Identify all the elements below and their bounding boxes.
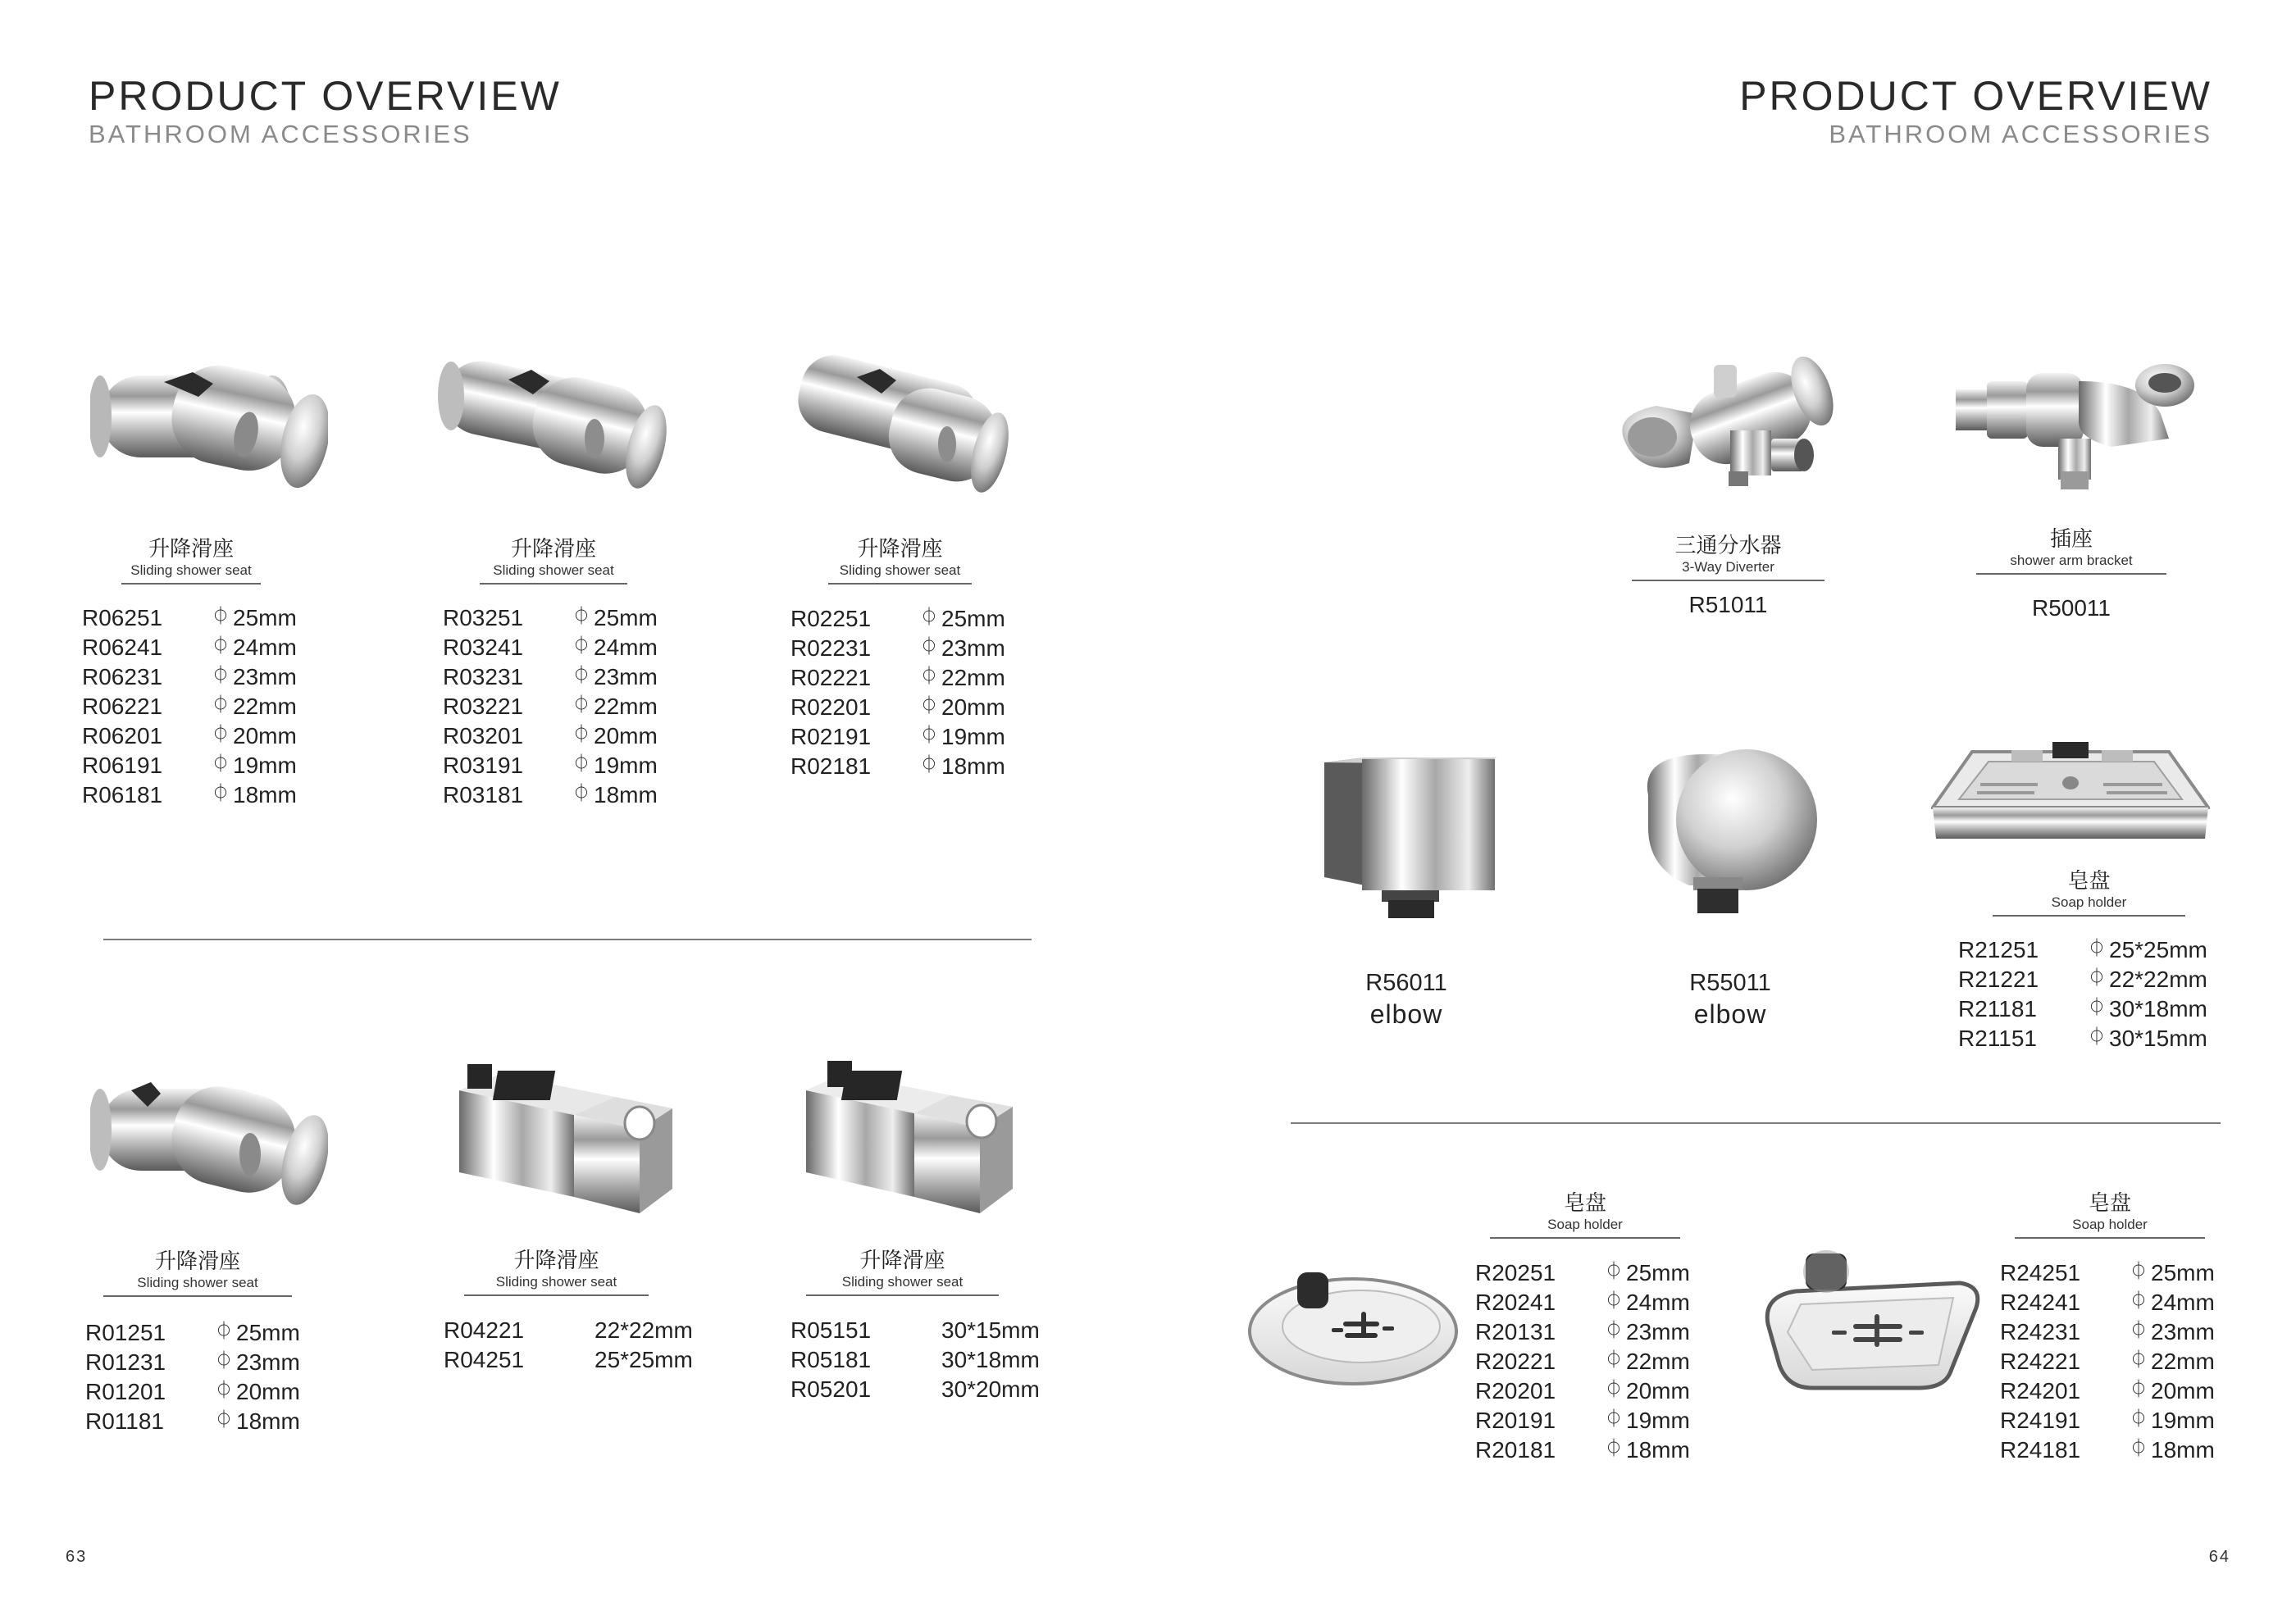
diameter-symbol: ⏀ (920, 637, 939, 657)
diameter-symbol: ⏀ (2130, 1409, 2148, 1430)
diameter-symbol: ⏀ (215, 1381, 234, 1401)
diameter-symbol: ⏀ (920, 667, 939, 687)
caption-soap-round (1490, 1192, 1680, 1239)
product-code: R21251 (1958, 937, 2039, 962)
spec-row (443, 662, 658, 692)
product-size: 25mm (1626, 1260, 1690, 1285)
elbow-label: elbow (1369, 999, 1443, 1029)
spec-row (2000, 1435, 2215, 1465)
diameter-symbol: ⏀ (2088, 1027, 2107, 1048)
section-divider-left (103, 939, 1032, 940)
product-code: R01201 (85, 1379, 166, 1404)
product-code: R20131 (1475, 1319, 1556, 1344)
spec-row (790, 663, 1005, 693)
diameter-symbol: ⏀ (920, 607, 939, 628)
spec-row (2000, 1376, 2215, 1406)
product-code: R01251 (85, 1320, 166, 1345)
diameter-symbol: ⏀ (920, 696, 939, 717)
elbow-code: R55011 (1689, 970, 1771, 996)
diameter-symbol: ⏀ (212, 695, 230, 716)
product-code: R02181 (790, 753, 872, 779)
spec-row (2000, 1406, 2215, 1435)
diameter-symbol: ⏀ (215, 1351, 234, 1372)
caption-zh: 升降滑座 (510, 537, 596, 562)
diameter-symbol: ⏀ (572, 784, 591, 804)
spec-row (1958, 935, 2207, 965)
page-subtitle-left: BATHROOM ACCESSORIES (89, 120, 472, 148)
spec-row (443, 751, 658, 780)
diameter-symbol: ⏀ (1605, 1291, 1624, 1312)
product-size: 18mm (233, 782, 297, 808)
diameter-symbol: ⏀ (1605, 1409, 1624, 1430)
page-subtitle-right: BATHROOM ACCESSORIES (1829, 120, 2212, 148)
spec-row (2000, 1288, 2215, 1317)
product-size: 24mm (233, 635, 297, 660)
product-code: R06201 (82, 723, 163, 748)
caption-sliding-1 (121, 538, 261, 585)
diameter-symbol: ⏀ (572, 695, 591, 716)
product-code: R20251 (1475, 1260, 1556, 1285)
caption-zh: 升降滑座 (859, 1249, 945, 1273)
product-size: 22*22mm (2109, 967, 2207, 992)
soap-tray-icon (1931, 742, 2210, 844)
diameter-symbol: ⏀ (1605, 1262, 1624, 1282)
spec-row (1475, 1258, 1690, 1288)
product-code: R01181 (85, 1408, 165, 1434)
spec-row (443, 780, 658, 810)
product-size: 30*15mm (2109, 1026, 2207, 1051)
product-size: 23mm (2151, 1319, 2215, 1344)
spec-row (85, 1348, 300, 1377)
caption-zh: 插座 (2049, 527, 2093, 552)
product-code: R20241 (1475, 1290, 1556, 1315)
spec-row (790, 1345, 1040, 1375)
diameter-symbol: ⏀ (212, 725, 230, 745)
sliding-seat-round-icon (90, 1058, 328, 1230)
product-code: R02221 (790, 665, 872, 690)
product-code: R06251 (82, 605, 163, 630)
spec-row (443, 603, 658, 633)
caption-en: 3-Way Diverter (1632, 559, 1824, 581)
product-size: 24mm (2151, 1290, 2215, 1315)
diameter-symbol: ⏀ (1605, 1439, 1624, 1459)
product-size: 18mm (2151, 1437, 2215, 1463)
diameter-symbol: ⏀ (572, 754, 591, 775)
diameter-symbol: ⏀ (920, 726, 939, 746)
spec-row (85, 1377, 300, 1407)
product-code: R06221 (82, 694, 163, 719)
product-size: 20mm (2151, 1378, 2215, 1404)
product-size: 24mm (594, 635, 658, 660)
spec-list-sliding-5 (444, 1316, 693, 1375)
elbow-1-code (1337, 967, 1476, 1030)
spec-row (85, 1407, 300, 1436)
diameter-symbol: ⏀ (212, 607, 230, 627)
caption-en: Sliding shower seat (828, 562, 972, 585)
product-code: R21221 (1958, 967, 2039, 992)
spec-row (1475, 1435, 1690, 1465)
square-elbow-icon (1316, 754, 1513, 935)
product-code: R24231 (2000, 1319, 2081, 1344)
product-code: R03221 (443, 694, 524, 719)
page-title-left: PRODUCT OVERVIEW (89, 73, 562, 119)
product-size: 24mm (1626, 1290, 1690, 1315)
product-size: 22mm (1626, 1349, 1690, 1374)
spec-row (790, 693, 1005, 722)
caption-zh: 皂盘 (1563, 1191, 1606, 1216)
sliding-seat-square-icon (800, 1058, 1021, 1222)
shower-arm-bracket-icon (1956, 348, 2202, 492)
diameter-symbol: ⏀ (2130, 1380, 2148, 1400)
bracket-code: R50011 (2031, 595, 2111, 621)
diameter-symbol: ⏀ (920, 755, 939, 776)
spec-row (1958, 965, 2207, 994)
product-code: R20201 (1475, 1378, 1556, 1404)
spec-row (1958, 994, 2207, 1024)
spec-row (1475, 1376, 1690, 1406)
product-size: 25mm (594, 605, 658, 630)
caption-zh: 三通分水器 (1674, 534, 1782, 558)
product-code: R05181 (790, 1347, 872, 1372)
spec-row (443, 721, 658, 751)
three-way-diverter-icon (1607, 348, 1841, 504)
sliding-seat-round-icon (435, 348, 672, 504)
product-size: 22*22mm (594, 1317, 693, 1343)
product-code: R24241 (2000, 1290, 2081, 1315)
product-size: 20mm (236, 1379, 300, 1404)
spec-row (85, 1318, 300, 1348)
diameter-symbol: ⏀ (1605, 1350, 1624, 1371)
spec-row (82, 633, 297, 662)
diameter-symbol: ⏀ (212, 754, 230, 775)
product-size: 23mm (233, 664, 297, 689)
product-code: R20221 (1475, 1349, 1556, 1374)
product-code: R03231 (443, 664, 524, 689)
spec-row (2000, 1347, 2215, 1376)
diameter-symbol: ⏀ (2130, 1439, 2148, 1459)
product-code: R20191 (1475, 1408, 1556, 1433)
diverter-code: R51011 (1688, 592, 1768, 617)
product-code: R06241 (82, 635, 163, 660)
product-size: 22mm (233, 694, 297, 719)
diameter-symbol: ⏀ (1605, 1380, 1624, 1400)
spec-row (82, 692, 297, 721)
product-size: 18mm (1626, 1437, 1690, 1463)
diameter-symbol: ⏀ (2130, 1291, 2148, 1312)
product-code: R05151 (790, 1317, 872, 1343)
diameter-symbol: ⏀ (572, 607, 591, 627)
spec-row (443, 692, 658, 721)
caption-zh: 升降滑座 (513, 1249, 599, 1273)
product-code: R24201 (2000, 1378, 2081, 1404)
product-code: R24221 (2000, 1349, 2081, 1374)
product-size: 19mm (1626, 1408, 1690, 1433)
product-code: R05201 (790, 1376, 872, 1402)
sliding-seat-round-icon (791, 353, 1013, 508)
diameter-symbol: ⏀ (2130, 1262, 2148, 1282)
spec-row (790, 634, 1005, 663)
caption-bracket (1976, 528, 2166, 575)
product-size: 18mm (941, 753, 1005, 779)
diameter-symbol: ⏀ (212, 784, 230, 804)
spec-row (1958, 1024, 2207, 1053)
page-number-right: 64 (2208, 1548, 2230, 1566)
spec-row (82, 751, 297, 780)
caption-en: Soap holder (1490, 1217, 1680, 1239)
product-code: R06191 (82, 753, 163, 778)
product-code: R01231 (85, 1349, 166, 1375)
caption-sliding-6 (806, 1249, 999, 1296)
product-size: 25*25mm (2109, 937, 2207, 962)
caption-en: Soap holder (2015, 1217, 2205, 1239)
caption-zh: 皂盘 (2088, 1191, 2131, 1216)
diameter-symbol: ⏀ (2088, 968, 2107, 989)
product-code: R02201 (790, 694, 872, 720)
caption-zh: 升降滑座 (154, 1249, 240, 1274)
caption-zh: 升降滑座 (857, 537, 943, 562)
product-code: R04251 (444, 1347, 525, 1372)
caption-soap-oval (2015, 1192, 2205, 1239)
product-size: 20mm (594, 723, 658, 748)
product-size: 23mm (236, 1349, 300, 1375)
product-code: R02251 (790, 606, 872, 631)
product-size: 19mm (2151, 1408, 2215, 1433)
spec-list-sliding-4 (85, 1318, 300, 1436)
diameter-symbol: ⏀ (572, 636, 591, 657)
diameter-symbol: ⏀ (1605, 1321, 1624, 1341)
spec-row (82, 721, 297, 751)
caption-diverter (1632, 535, 1824, 581)
caption-en: Sliding shower seat (464, 1274, 649, 1296)
spec-list-sliding-6 (790, 1316, 1040, 1404)
diameter-symbol: ⏀ (2088, 998, 2107, 1018)
product-size: 19mm (233, 753, 297, 778)
product-size: 18mm (236, 1408, 300, 1434)
product-code: R04221 (444, 1317, 525, 1343)
elbow-code: R56011 (1365, 970, 1447, 996)
product-code: R02231 (790, 635, 872, 661)
product-size: 20mm (941, 694, 1005, 720)
product-size: 20mm (233, 723, 297, 748)
diameter-symbol: ⏀ (212, 666, 230, 686)
product-size: 25*25mm (594, 1347, 693, 1372)
product-size: 30*18mm (2109, 996, 2207, 1021)
product-size: 22mm (941, 665, 1005, 690)
product-size: 22mm (2151, 1349, 2215, 1374)
product-code: R06181 (82, 782, 163, 808)
round-soap-dish-icon (1246, 1261, 1460, 1388)
product-size: 30*18mm (941, 1347, 1040, 1372)
sliding-seat-square-icon (451, 1058, 681, 1222)
product-code: R21181 (1958, 996, 2038, 1021)
spec-row (790, 1375, 1040, 1404)
product-size: 19mm (941, 724, 1005, 749)
section-divider-right (1291, 1122, 2221, 1124)
product-size: 30*20mm (941, 1376, 1040, 1402)
caption-en: shower arm bracket (1976, 553, 2166, 575)
spec-row (82, 662, 297, 692)
spec-row (790, 752, 1005, 781)
spec-row (82, 780, 297, 810)
product-size: 20mm (1626, 1378, 1690, 1404)
spec-list-sliding-1 (82, 603, 297, 810)
page-title-right: PRODUCT OVERVIEW (1739, 73, 2212, 119)
spec-row (444, 1345, 693, 1375)
caption-en: Soap holder (1993, 894, 2185, 917)
caption-en: Sliding shower seat (480, 562, 627, 585)
spec-row (1475, 1347, 1690, 1376)
spec-list-soap-oval (2000, 1258, 2215, 1465)
page-number-left: 63 (66, 1548, 88, 1566)
caption-en: Sliding shower seat (806, 1274, 999, 1296)
diameter-symbol: ⏀ (215, 1322, 234, 1342)
spec-row (444, 1316, 693, 1345)
caption-soap-rect (1993, 870, 2185, 917)
product-size: 22mm (594, 694, 658, 719)
caption-sliding-2 (480, 538, 627, 585)
spec-row (790, 722, 1005, 752)
spec-row (2000, 1317, 2215, 1347)
diameter-symbol: ⏀ (572, 725, 591, 745)
caption-en: Sliding shower seat (121, 562, 261, 585)
caption-zh: 升降滑座 (148, 537, 234, 562)
product-code: R03251 (443, 605, 524, 630)
round-elbow-icon (1624, 746, 1829, 935)
caption-sliding-3 (828, 538, 972, 585)
product-size: 23mm (594, 664, 658, 689)
spec-list-soap-round (1475, 1258, 1690, 1465)
product-size: 23mm (941, 635, 1005, 661)
product-size: 18mm (594, 782, 658, 808)
product-size: 25mm (2151, 1260, 2215, 1285)
spec-row (1475, 1317, 1690, 1347)
oval-soap-dish-icon (1763, 1250, 1984, 1394)
spec-row (790, 1316, 1040, 1345)
diameter-symbol: ⏀ (572, 666, 591, 686)
product-size: 19mm (594, 753, 658, 778)
caption-sliding-4 (103, 1250, 292, 1297)
product-code: R03191 (443, 753, 524, 778)
diameter-symbol: ⏀ (2130, 1350, 2148, 1371)
spec-row (82, 603, 297, 633)
product-size: 25mm (236, 1320, 300, 1345)
product-size: 23mm (1626, 1319, 1690, 1344)
elbow-2-code (1660, 967, 1800, 1030)
spec-row (443, 633, 658, 662)
caption-sliding-5 (464, 1249, 649, 1296)
product-code: R03241 (443, 635, 524, 660)
product-code: R03181 (443, 782, 524, 808)
spec-row (1475, 1406, 1690, 1435)
product-size: 30*15mm (941, 1317, 1040, 1343)
product-code: R03201 (443, 723, 524, 748)
spec-list-soap-rect (1958, 935, 2207, 1053)
diameter-symbol: ⏀ (2130, 1321, 2148, 1341)
product-code: R21151 (1958, 1026, 2038, 1051)
diameter-symbol: ⏀ (2088, 939, 2107, 959)
product-code: R06231 (82, 664, 163, 689)
caption-zh: 皂盘 (2067, 869, 2111, 894)
spec-list-sliding-2 (443, 603, 658, 810)
spec-list-sliding-3 (790, 604, 1005, 781)
spec-row (1475, 1288, 1690, 1317)
spec-row (2000, 1258, 2215, 1288)
spec-row (790, 604, 1005, 634)
product-size: 25mm (233, 605, 297, 630)
caption-en: Sliding shower seat (103, 1275, 292, 1297)
elbow-label: elbow (1693, 999, 1767, 1029)
sliding-seat-round-icon (90, 344, 328, 516)
product-code: R24181 (2000, 1437, 2081, 1463)
product-code: R24191 (2000, 1408, 2081, 1433)
product-code: R24251 (2000, 1260, 2081, 1285)
product-code: R20181 (1475, 1437, 1556, 1463)
product-code: R02191 (790, 724, 872, 749)
diameter-symbol: ⏀ (215, 1410, 234, 1431)
product-size: 25mm (941, 606, 1005, 631)
diameter-symbol: ⏀ (212, 636, 230, 657)
